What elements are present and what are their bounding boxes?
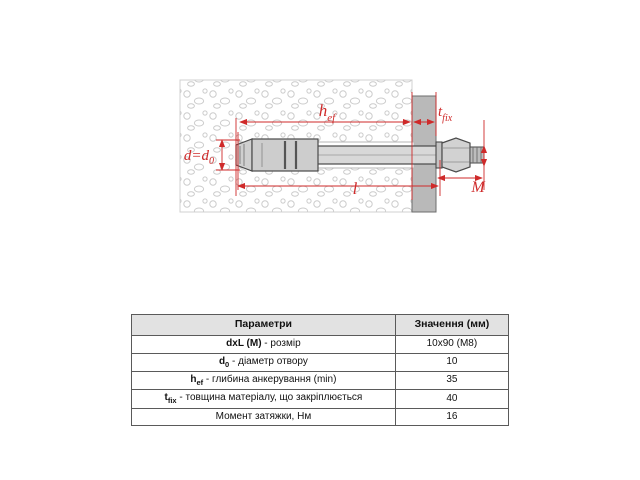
table-header-row	[132, 315, 509, 336]
row-parameter-size: dxL (M) - розмір	[132, 336, 396, 354]
hex-nut	[442, 138, 470, 172]
label-M: M	[471, 179, 485, 196]
row-value-material-thickness: 40	[395, 390, 508, 408]
label-hef: $h_{ef}$	[318, 101, 336, 124]
label-l: l	[352, 179, 358, 198]
row-parameter-material-thickness: $t_{fix}$ - товщина матеріалу, що закріплюється	[132, 390, 396, 408]
specification-table	[131, 314, 509, 426]
table-row	[132, 408, 509, 426]
row-value-hole-diameter: 10	[395, 353, 508, 371]
table-row	[132, 371, 509, 389]
column-header-value: Значення (мм)	[395, 315, 508, 336]
table-row	[132, 390, 509, 408]
table-row	[132, 353, 509, 371]
specification-table-wrapper	[131, 314, 509, 426]
label-tfix: $t_{fix}$	[438, 104, 453, 124]
label-d-equals-d0: $d=d_0$	[183, 148, 214, 167]
washer	[436, 142, 442, 168]
row-parameter-hole-diameter: $d_0$ - діаметр отвору	[132, 353, 396, 371]
threaded-end	[470, 147, 484, 163]
row-parameter-anchorage-depth: $h_{ef}$ - глибина анкерування (min)	[132, 371, 396, 389]
expansion-sleeve	[252, 139, 318, 171]
row-value-anchorage-depth: 35	[395, 371, 508, 389]
column-header-parameter: Параметри	[132, 315, 396, 336]
row-value-size: 10x90 (M8)	[395, 336, 508, 354]
row-value-tightening-torque: 16	[395, 408, 508, 426]
table-row	[132, 336, 509, 354]
row-parameter-tightening-torque: Момент затяжки, Нм	[132, 408, 396, 426]
